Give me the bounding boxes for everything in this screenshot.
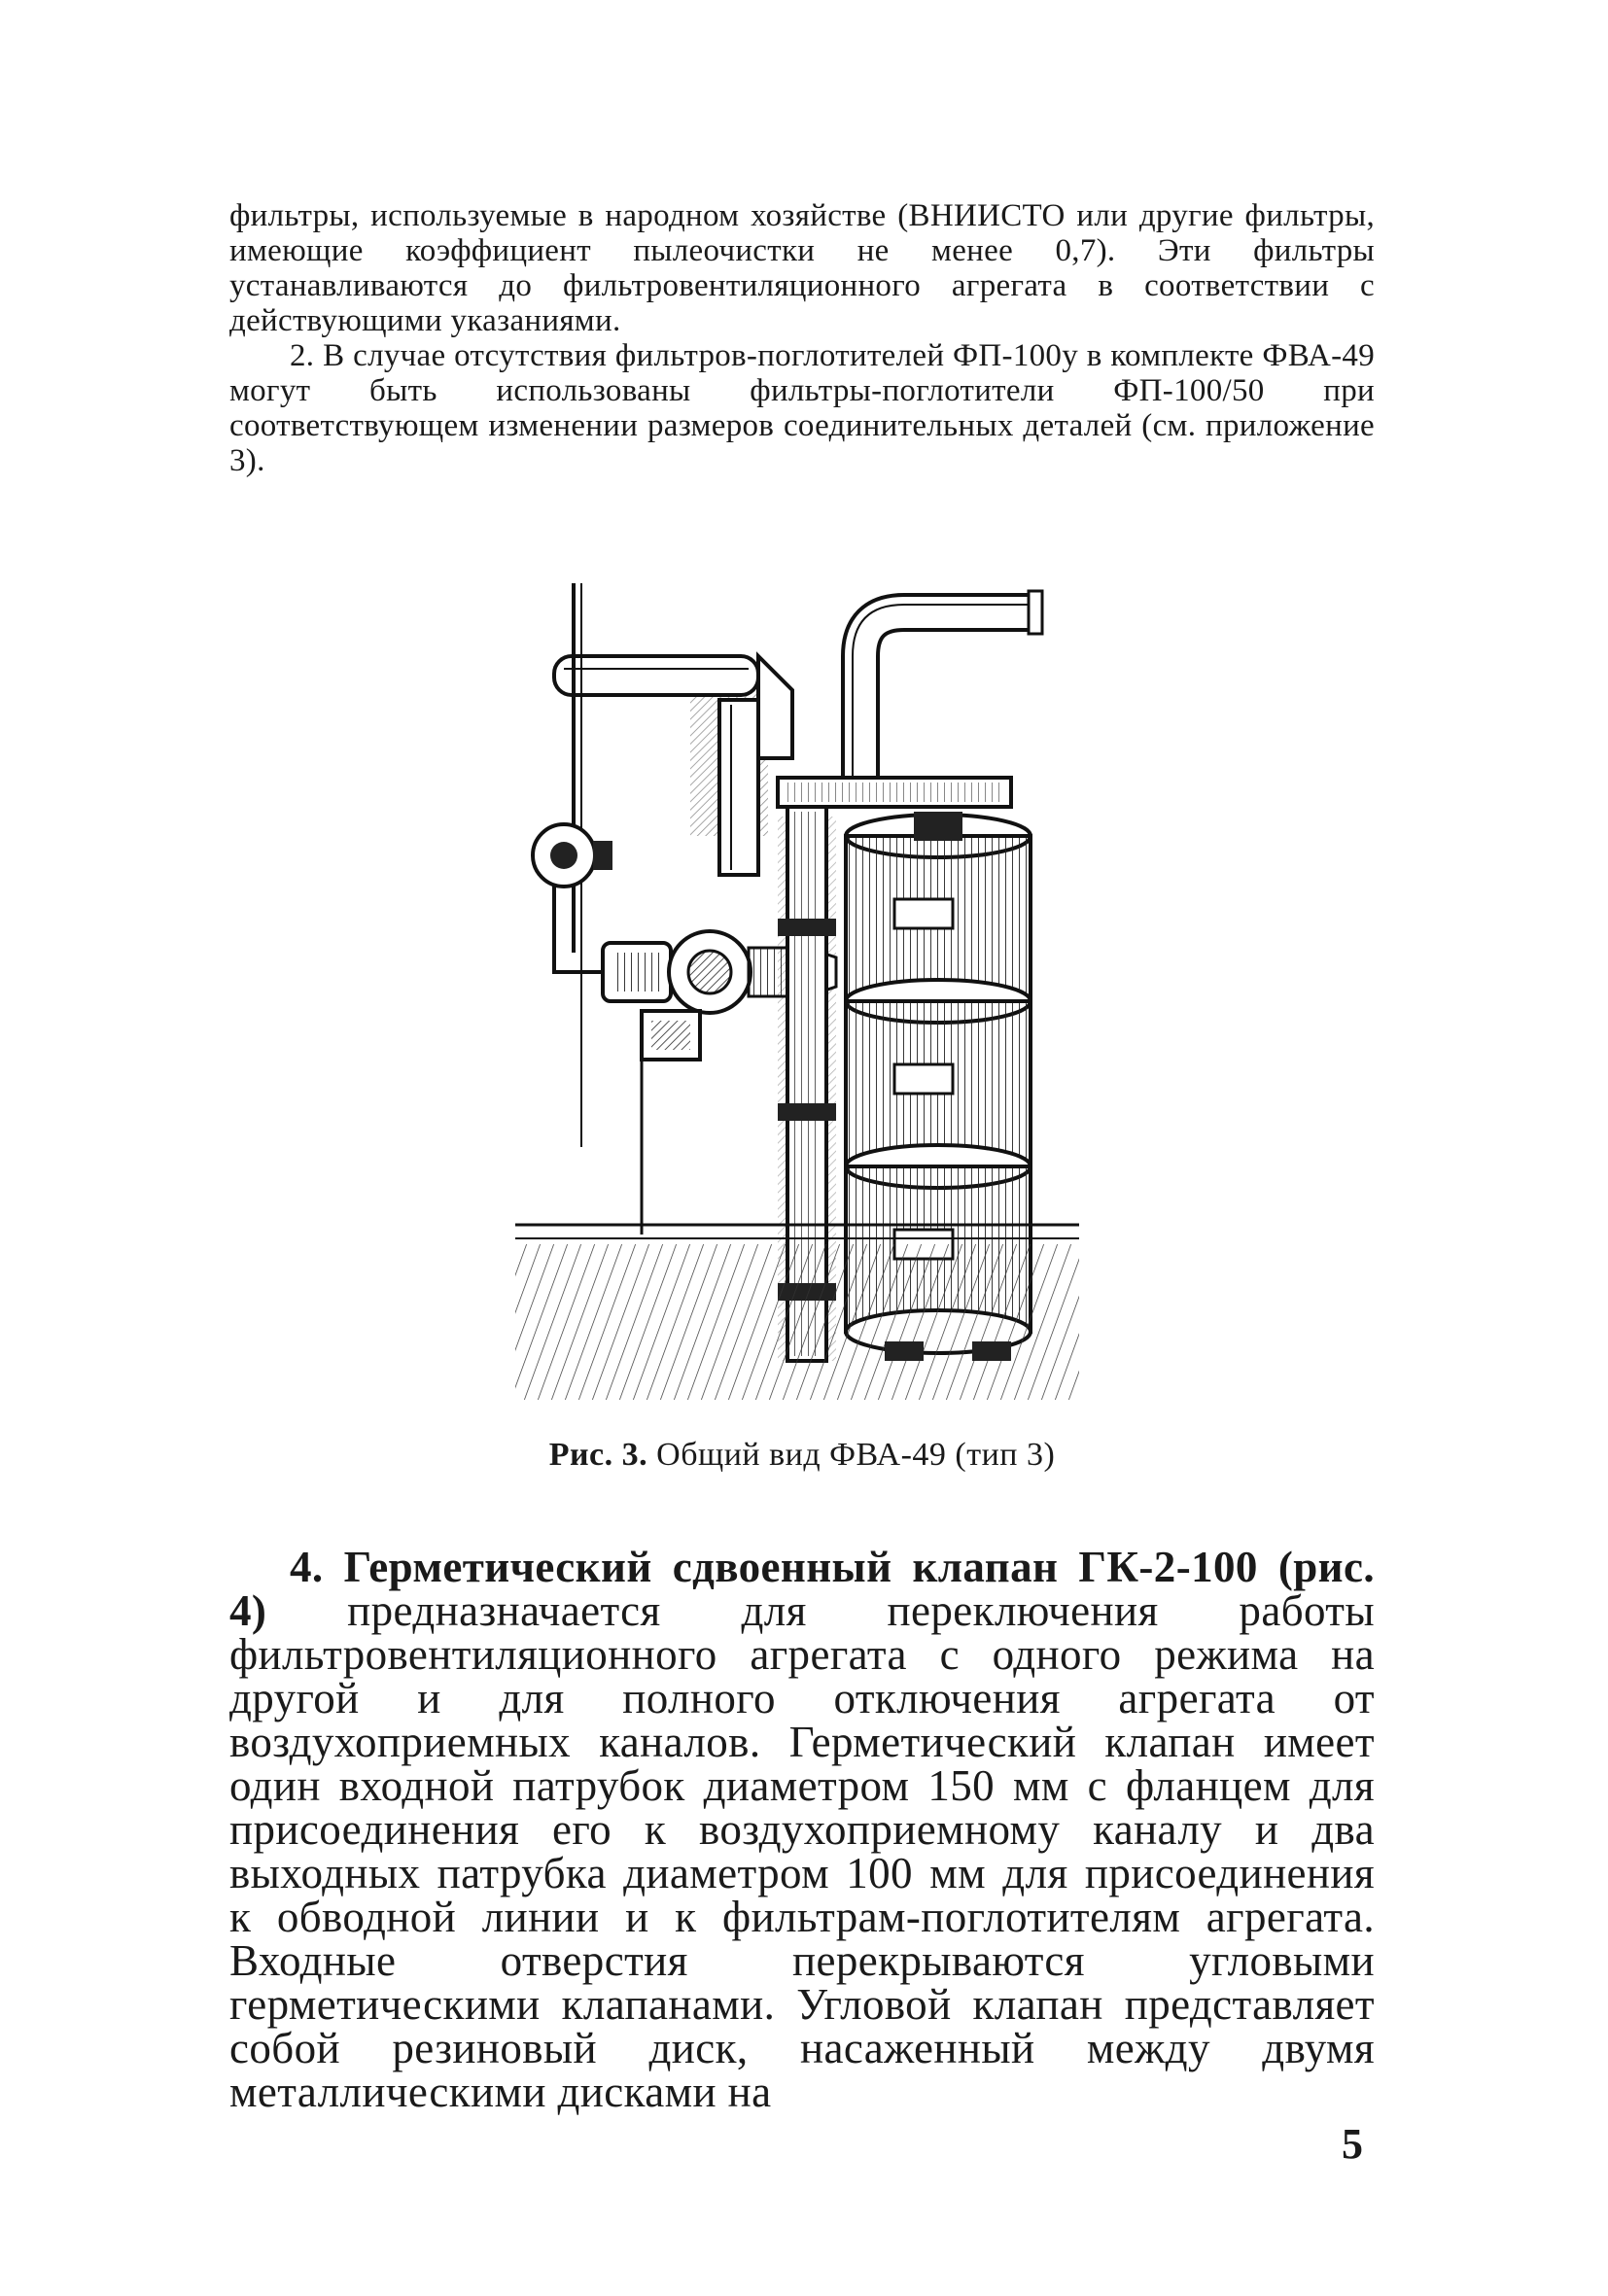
figure-caption (229, 1437, 1375, 1474)
page-number: 5 (1342, 2120, 1363, 2168)
section-title: Герметический сдвоенный клапан ГК-2-100 (рис. 4) (229, 1543, 1375, 1635)
paragraph-1: фильтры, используемые в народном хозяйстве (ВНИИСТО или другие фильтры, имеющие коэффициент пылеочистки не менее 0,7). Эти фильтры устанавливаются до фильтровентиляционного агрегата в соответствии с действующими указаниями. (229, 198, 1375, 338)
section-number: 4. (290, 1543, 324, 1591)
figure-label: Рис. 3. (548, 1437, 648, 1473)
section-body: предназначается для переключения работы фильтровентиляционного агрегата с одного режима на другой и для полного отключения агрегата от воздухоприемных каналов. Герметический клапан имеет один входной патрубок диаметром 150 мм с фланцем для присоединения его к воздухоприемному каналу и два выходных патрубка диаметром 100 мм для присоединения к обводной линии и к фильтрам-поглотителям агрегата. Входные отверстия перекрываются угловыми герметическими клапанами. Угловой клапан представляет собой резиновый диск, насаженный между двумя металлическими дисками на (229, 1586, 1376, 2116)
section-4-paragraph (229, 1543, 1376, 2116)
upper-text-block (229, 198, 1375, 478)
paragraph-2: 2. В случае отсутствия фильтров-поглотителей ФП-100у в комплекте ФВА-49 могут быть использованы фильтры-поглотители ФП-100/50 при соответствующем изменении размеров соединительных деталей (см. приложение 3). (229, 338, 1375, 478)
left-pipe-elbow (758, 656, 792, 758)
left-vertical-pipe (719, 700, 758, 875)
section-4-text (229, 1543, 1376, 2116)
right-elbow-pipe-outline (860, 612, 1031, 783)
fva-49-drawing (515, 564, 1079, 1400)
figure-caption-text: Общий вид ФВА-49 (тип 3) (656, 1437, 1056, 1473)
figure-fva-49-illustration (515, 564, 1079, 1400)
floor-boards (515, 1244, 1079, 1400)
left-horizontal-pipe (554, 656, 758, 695)
